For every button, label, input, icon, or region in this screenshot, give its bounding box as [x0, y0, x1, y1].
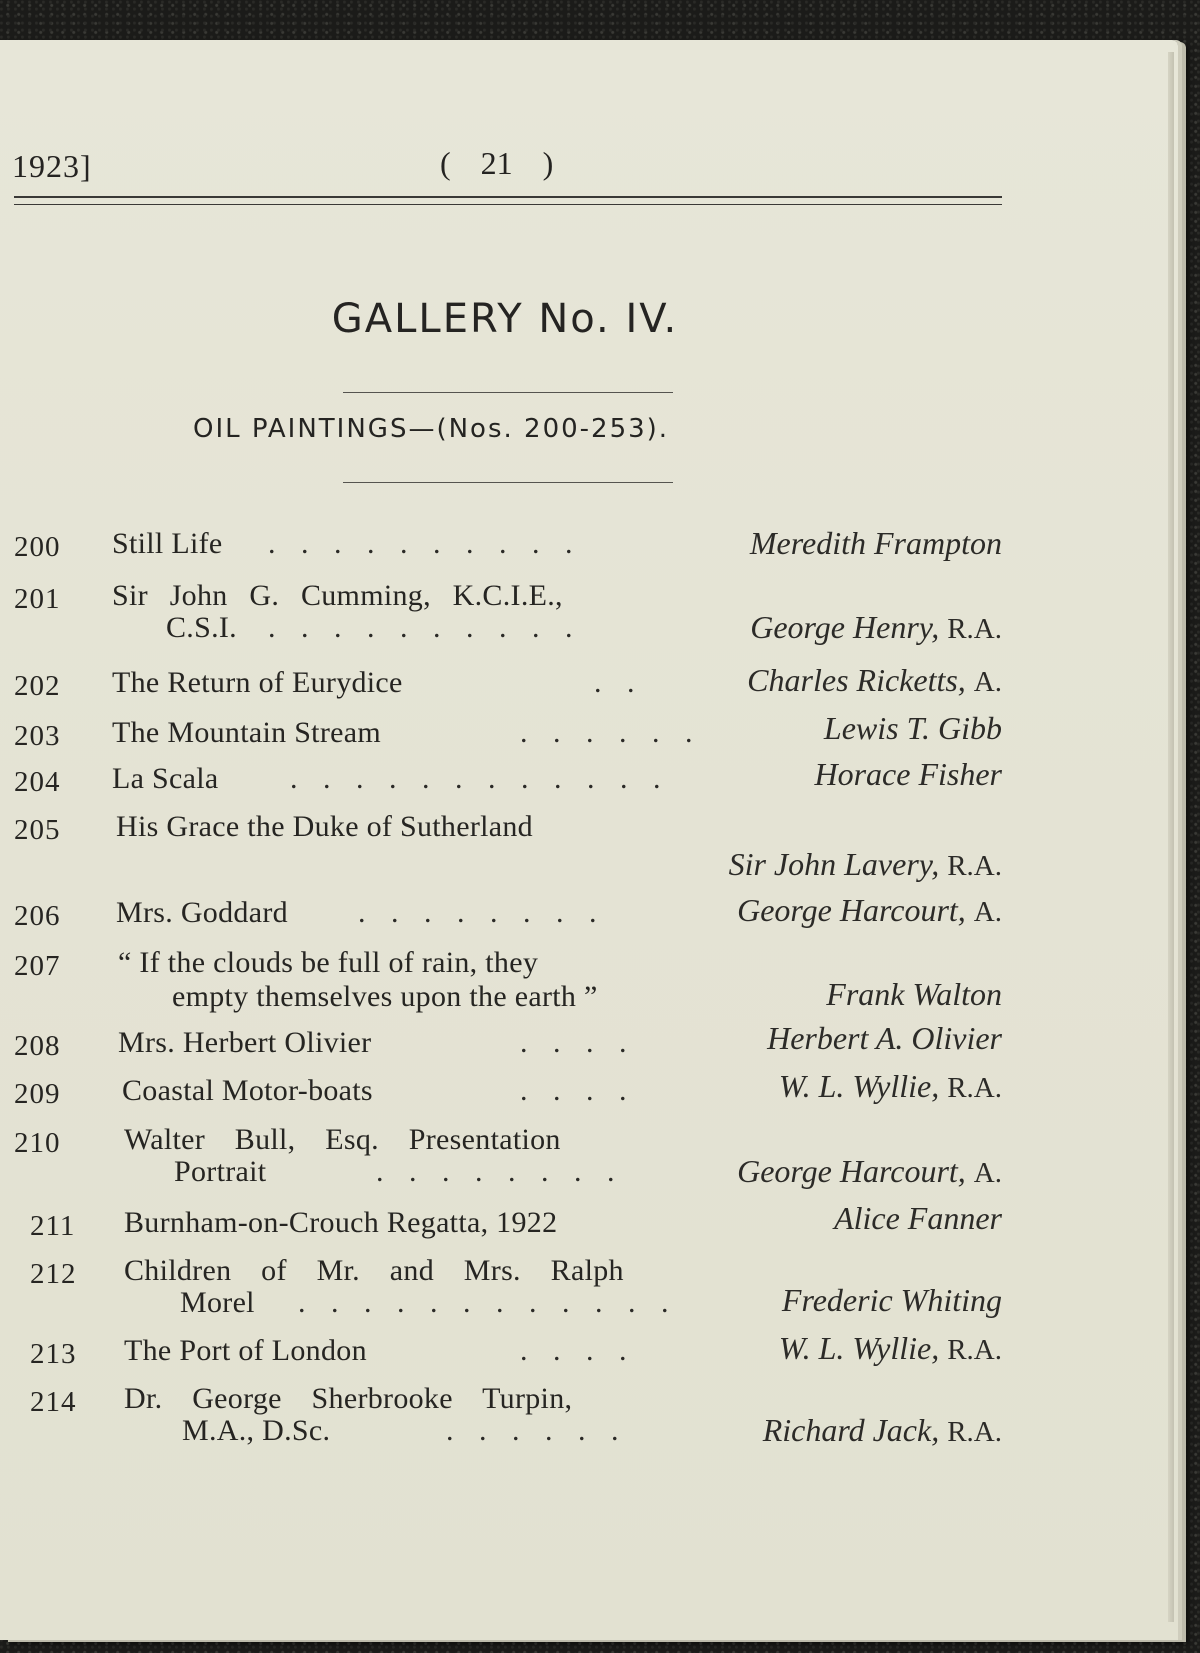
entry-number: 214	[30, 1386, 77, 1418]
entry-number: 203	[14, 720, 61, 752]
entry-title: La Scala	[112, 762, 219, 795]
artist-name: Richard Jack, R.A.	[762, 1412, 1002, 1448]
page-number: ( 21 )	[440, 145, 554, 181]
entry-list	[0, 40, 1178, 1640]
leader-dots: . . . . . . . . . . . .	[290, 762, 670, 795]
artist-name: Lewis T. Gibb	[823, 710, 1002, 746]
entry-title: Walter Bull, Esq. Presentation	[124, 1123, 561, 1156]
artist-name: Meredith Frampton	[749, 525, 1002, 561]
entry-number: 207	[14, 950, 61, 982]
catalogue-page	[0, 40, 1178, 1640]
entry-number: 210	[14, 1127, 61, 1159]
artist-name: Charles Ricketts, A.	[747, 662, 1002, 698]
artist-name: George Harcourt, A.	[737, 1153, 1002, 1189]
entry-title: Coastal Motor-boats	[122, 1074, 373, 1107]
entry-title: Still Life	[112, 527, 223, 560]
artist-name: W. L. Wyllie, R.A.	[778, 1330, 1002, 1366]
year-label: 1923]	[12, 148, 92, 184]
entry-title: Dr. George Sherbrooke Turpin,	[124, 1382, 573, 1415]
artist-name: George Henry, R.A.	[750, 609, 1002, 645]
entry-title: “ If the clouds be full of rain, they	[118, 946, 539, 979]
leader-dots: . . . .	[520, 1334, 636, 1367]
leader-dots: . . . . . . . .	[358, 896, 606, 929]
entry-number: 204	[14, 766, 61, 798]
entry-number: 205	[14, 814, 61, 846]
artist-name: Frederic Whiting	[781, 1282, 1002, 1318]
entry-title: Burnham-on-Crouch Regatta, 1922	[124, 1206, 558, 1239]
entry-title: Sir John G. Cumming, K.C.I.E.,	[112, 579, 563, 612]
entry-title: The Port of London	[124, 1334, 367, 1367]
entry-title-continued: Portrait	[174, 1155, 267, 1188]
section-title: OIL PAINTINGS—(Nos. 200-253).	[193, 414, 670, 444]
entry-number: 202	[14, 670, 61, 702]
entry-title: The Return of Eurydice	[112, 666, 403, 699]
artist-name: Horace Fisher	[814, 756, 1002, 792]
entry-number: 213	[30, 1338, 77, 1370]
leader-dots: . . . . . . . .	[376, 1155, 624, 1188]
artist-name: W. L. Wyllie, R.A.	[778, 1068, 1002, 1104]
entry-number: 200	[14, 531, 61, 563]
entry-title-continued: empty themselves upon the earth ”	[172, 980, 598, 1013]
leader-dots: . . . .	[520, 1026, 636, 1059]
leader-dots: . .	[594, 666, 644, 699]
entry-title: Mrs. Goddard	[116, 896, 288, 929]
entry-title: Children of Mr. and Mrs. Ralph	[124, 1254, 624, 1287]
entry-title: Mrs. Herbert Olivier	[118, 1026, 372, 1059]
entry-number: 201	[14, 583, 61, 615]
entry-number: 206	[14, 900, 61, 932]
artist-name: Sir John Lavery, R.A.	[728, 846, 1002, 882]
artist-name: George Harcourt, A.	[737, 892, 1002, 928]
entry-title: His Grace the Duke of Sutherland	[116, 810, 533, 843]
entry-number: 208	[14, 1030, 61, 1062]
artist-name: Herbert A. Olivier	[767, 1020, 1002, 1056]
leader-dots: . . . . . .	[446, 1414, 628, 1447]
entry-title: The Mountain Stream	[112, 716, 381, 749]
entry-title-continued: M.A., D.Sc.	[182, 1414, 331, 1447]
artist-name: Alice Fanner	[834, 1200, 1002, 1236]
artist-name: Frank Walton	[826, 976, 1002, 1012]
leader-dots: . . . . . . . . . .	[268, 611, 582, 644]
entry-number: 212	[30, 1258, 77, 1290]
gallery-title: GALLERY No. IV.	[331, 296, 679, 342]
leader-dots: . . . .	[520, 1074, 636, 1107]
leader-dots: . . . . . . . . . . . .	[298, 1286, 678, 1319]
leader-dots: . . . . . . . . . .	[268, 527, 582, 560]
entry-number: 211	[30, 1210, 76, 1242]
leader-dots: . . . . . .	[520, 716, 702, 749]
entry-title-continued: Morel	[180, 1286, 255, 1319]
entry-number: 209	[14, 1078, 61, 1110]
entry-title-continued: C.S.I.	[166, 611, 237, 644]
